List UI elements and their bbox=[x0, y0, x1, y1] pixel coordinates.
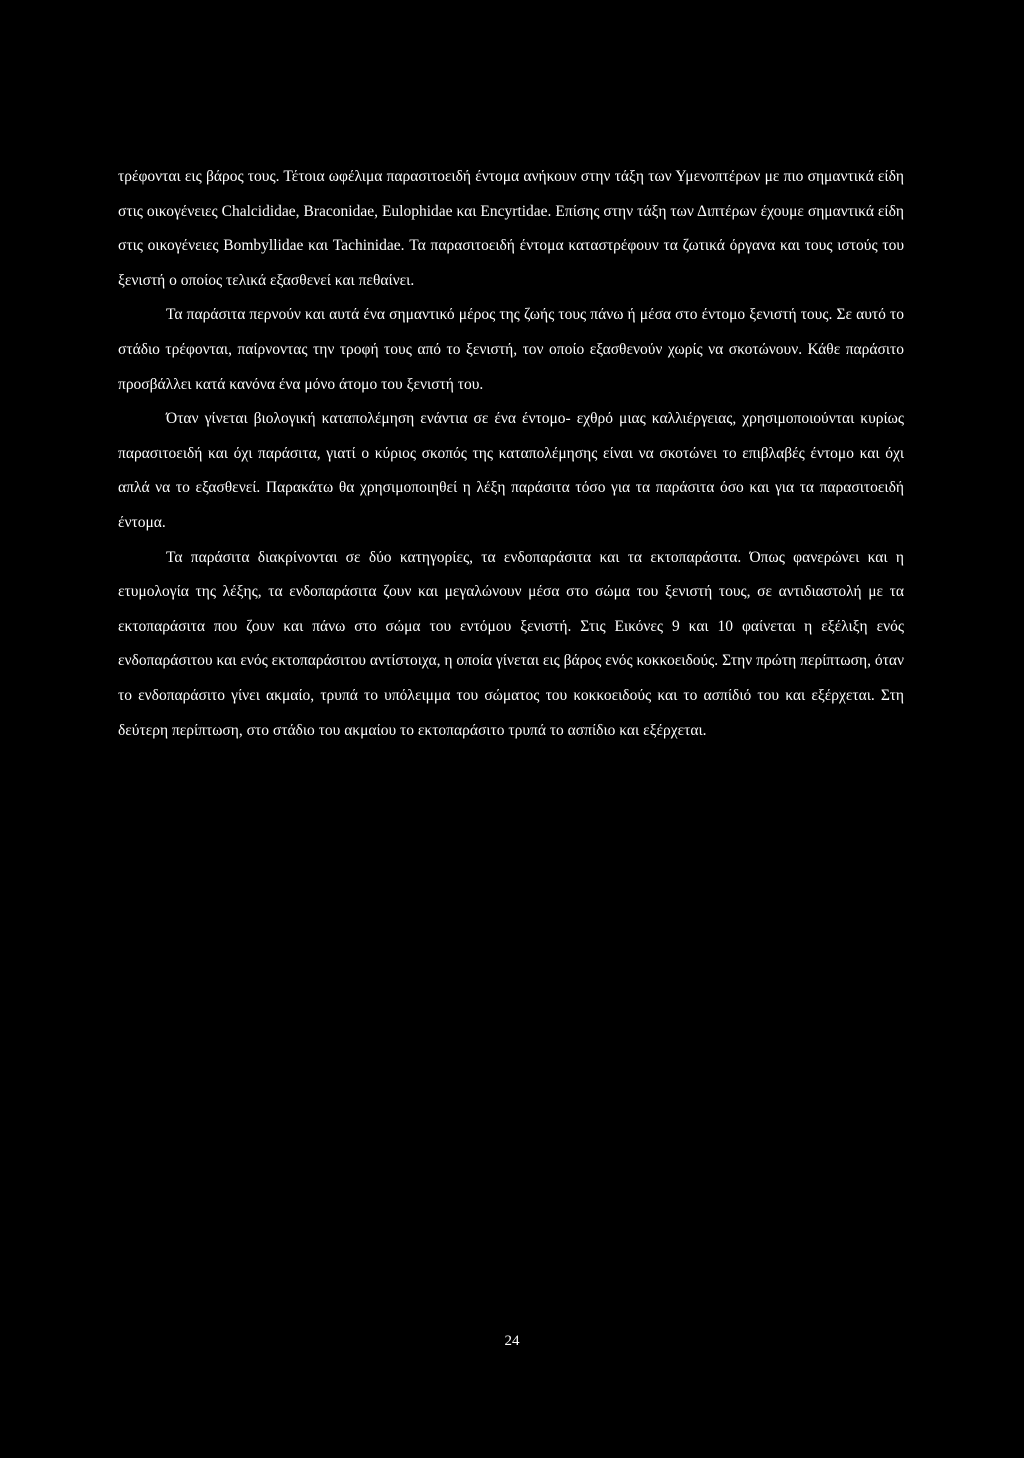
document-body bbox=[118, 160, 904, 748]
page-number: 24 bbox=[504, 1333, 520, 1349]
paragraph-biological-control: Όταν γίνεται βιολογική καταπολέμηση ενάντια σε ένα έντομο- εχθρό μιας καλλιέργειας, χρησιμοποιούνται κυρίως παρασιτοειδή και όχι παράσιτα, γιατί ο κύριος σκοπός της καταπολέμησης είναι να σκοτώνει το επιβλαβές έντομο και όχι απλά να το εξασθενεί. Παρακάτω θα χρησιμοποιηθεί η λέξη παράσιτα τόσο για τα παράσιτα όσο και για τα παρασιτοειδή έντομα. bbox=[118, 410, 904, 531]
paragraph-parasites: Τα παράσιτα περνούν και αυτά ένα σημαντικό μέρος της ζωής τους πάνω ή μέσα στο έντομο ξενιστή τους. Σε αυτό το στάδιο τρέφονται, παίρνοντας την τροφή τους από το ξενιστή, τον οποίο εξασθενούν χωρίς να σκοτώνουν. Κάθε παράσιτο προσβάλλει κατά κανόνα ένα μόνο άτομο του ξενιστή του. bbox=[118, 306, 904, 393]
paragraph-endo-ecto-parasites: Τα παράσιτα διακρίνονται σε δύο κατηγορίες, τα ενδοπαράσιτα και τα εκτοπαράσιτα. Όπως φανερώνει και η ετυμολογία της λέξης, τα ενδοπαράσιτα ζουν και μεγαλώνουν μέσα στο σώμα του ξενιστή τους, σε αντιδιαστολή με τα εκτοπαράσιτα που ζουν και πάνω στο σώμα του εντόμου ξενιστή. Στις Εικόνες 9 και 10 φαίνεται η εξέλιξη ενός ενδοπαράσιτου και ενός εκτοπαράσιτου αντίστοιχα, η οποία γίνεται εις βάρος ενός κοκκοειδούς. Στην πρώτη περίπτωση, όταν το ενδοπαράσιτο γίνει ακμαίο, τρυπά το υπόλειμμα του σώματος του κοκκοειδούς και το ασπίδιό του και εξέρχεται. Στη δεύτερη περίπτωση, στο στάδιο του ακμαίου το εκτοπαράσιτο τρυπά το ασπίδιο και εξέρχεται. bbox=[118, 548, 904, 739]
paragraph-parasitoids-continued: τρέφονται εις βάρος τους. Τέτοια ωφέλιμα παρασιτοειδή έντομα ανήκουν στην τάξη των Υμενοπτέρων με πιο σημαντικά είδη στις οικογένειες Chalcididae, Braconidae, Eulophidae και Encyrtidae. Επίσης στην τάξη των Διπτέρων έχουμε σημαντικά είδη στις οικογένειες Bombyllidae και Tachinidae. Τα παρασιτοειδή έντομα καταστρέφουν τα ζωτικά όργανα και τους ιστούς του ξενιστή ο οποίος τελικά εξασθενεί και πεθαίνει. bbox=[118, 168, 904, 289]
